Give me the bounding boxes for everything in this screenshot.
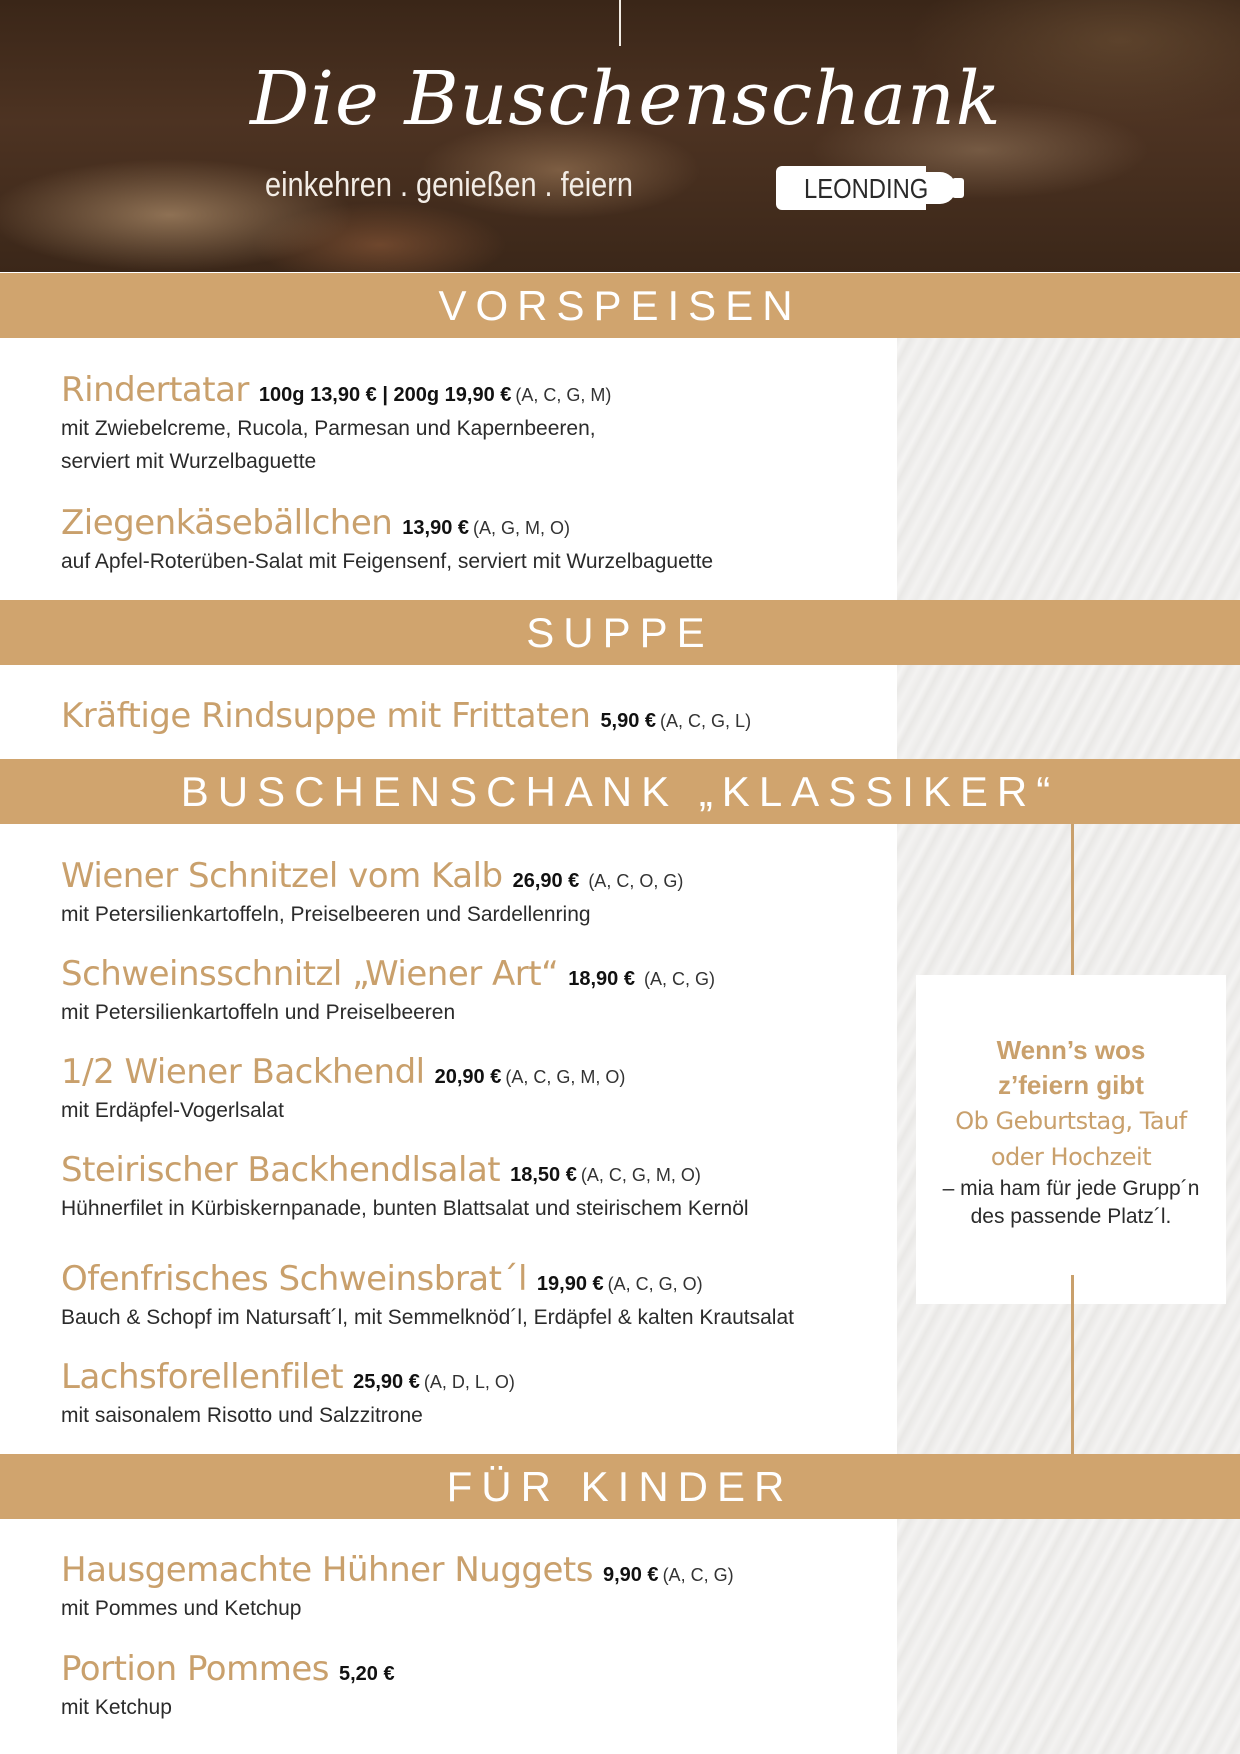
menu-item-title: 1/2 Wiener Backhendl 20,90 € (A, C, G, M, O) (61, 1052, 626, 1092)
menu-item-price: 9,90 € (602, 1564, 659, 1586)
section-header-vorspeisen: VORSPEISEN (0, 273, 1240, 338)
menu-item-title: Ziegenkäsebällchen 13,90 € (A, G, M, O) (61, 503, 571, 543)
wood-panel-vorspeisen (897, 338, 1240, 600)
menu-item-price: 13,90 € (402, 517, 470, 539)
section-header-suppe: SUPPE (0, 600, 1240, 665)
menu-item-description: mit Petersilienkartoffeln, Preiselbeeren und Sardellenring (61, 903, 591, 926)
menu-item-title: Ofenfrisches Schweinsbrat´l 19,90 € (A, C, G, O) (61, 1259, 703, 1299)
callout-subheading: Ob Geburtstag, Tauf (955, 1107, 1187, 1135)
menu-item-title: Rindertatar 100g 13,90 € | 200g 19,90 € (A, C, G, M) (61, 370, 612, 410)
callout-body: – mia ham für jede Grupp´n (942, 1177, 1200, 1200)
menu-item-title: Hausgemachte Hühner Nuggets 9,90 € (A, C, G) (61, 1550, 734, 1590)
menu-item-description: mit Petersilienkartoffeln und Preiselbeeren (61, 1001, 456, 1024)
callout-subheading: oder Hochzeit (990, 1143, 1152, 1171)
menu-item-price: 18,50 € (510, 1164, 577, 1186)
menu-item-description: mit Ketchup (61, 1696, 172, 1719)
menu-item-price: 26,90 € (512, 870, 580, 892)
menu-item-allergens: (A, C, G) (638, 969, 715, 989)
callout-body: des passende Platz´l. (970, 1205, 1172, 1228)
section-header-klassiker: BUSCHENSCHANK „KLASSIKER“ (0, 759, 1240, 824)
tagline: einkehren . genießen . feiern (265, 166, 633, 204)
bottle-icon-cap (952, 178, 964, 198)
wood-panel-suppe (897, 665, 1240, 759)
menu-item-allergens: (A, C, G, M, O) (505, 1067, 626, 1087)
celebration-callout (916, 975, 1226, 1304)
menu-item-allergens: (A, C, G, L) (660, 711, 752, 731)
menu-item-description: auf Apfel-Roterüben-Salat mit Feigensenf, serviert mit Wurzelbaguette (61, 550, 714, 573)
menu-item-allergens: (A, C, O, G) (583, 871, 684, 891)
location-label: LEONDING (804, 173, 929, 204)
menu-item-price: 19,90 € (536, 1273, 604, 1295)
location-badge (776, 166, 986, 210)
menu-item-description: mit Pommes und Ketchup (61, 1597, 302, 1620)
menu-item-price: 5,90 € (600, 710, 657, 732)
callout-heading: z’feiern gibt (998, 1070, 1144, 1100)
menu-item-title: Lachsforellenfilet 25,90 € (A, D, L, O) (61, 1357, 515, 1397)
menu-item-description: serviert mit Wurzelbaguette (61, 450, 317, 473)
menu-item-allergens: (A, D, L, O) (423, 1372, 515, 1392)
section-header-kinder: FÜR KINDER (0, 1454, 1240, 1519)
header-divider-line (619, 0, 621, 46)
menu-item-description: mit Zwiebelcreme, Rucola, Parmesan und Kapernbeeren, (61, 417, 596, 440)
header-banner (0, 0, 1240, 272)
menu-item-allergens: (A, C, G, M, O) (580, 1165, 701, 1185)
menu-item-allergens: (A, C, G, M) (515, 385, 612, 405)
menu-item-description: mit saisonalem Risotto und Salzzitrone (61, 1404, 423, 1427)
menu-item-title: Schweinsschnitzl „Wiener Art“ 18,90 € (A, C, G) (61, 954, 715, 994)
menu-item-description: Bauch & Schopf im Natursaft´l, mit Semmelknöd´l, Erdäpfel & kalten Krautsalat (61, 1306, 794, 1329)
restaurant-title: Die Buschenschank (250, 56, 1002, 142)
menu-item-allergens: (A, C, G, O) (607, 1274, 703, 1294)
menu-item-price: 5,20 € (338, 1663, 395, 1685)
menu-item-price: 18,90 € (568, 968, 635, 990)
menu-item-description: mit Erdäpfel-Vogerlsalat (61, 1099, 284, 1122)
wood-panel-kinder (897, 1519, 1240, 1754)
menu-item-allergens: (A, G, M, O) (473, 518, 571, 538)
menu-item-title: Steirischer Backhendlsalat 18,50 € (A, C, G, M, O) (61, 1150, 701, 1190)
menu-item-price: 100g 13,90 € | 200g 19,90 € (258, 384, 512, 406)
menu-item-allergens: (A, C, G) (662, 1565, 734, 1585)
menu-item-price: 25,90 € (353, 1371, 420, 1393)
callout-heading: Wenn’s wos (996, 1035, 1146, 1065)
menu-item-price: 20,90 € (434, 1066, 502, 1088)
menu-item-title: Wiener Schnitzel vom Kalb 26,90 € (A, C, O, G) (61, 856, 684, 896)
callout-connector-bottom (1071, 1275, 1074, 1454)
menu-item-description: Hühnerfilet in Kürbiskernpanade, bunten Blattsalat und steirischem Kernöl (61, 1197, 749, 1220)
menu-item-title: Portion Pommes 5,20 € (61, 1649, 395, 1689)
menu-item-title: Kräftige Rindsuppe mit Frittaten 5,90 € (A, C, G, L) (61, 696, 752, 736)
